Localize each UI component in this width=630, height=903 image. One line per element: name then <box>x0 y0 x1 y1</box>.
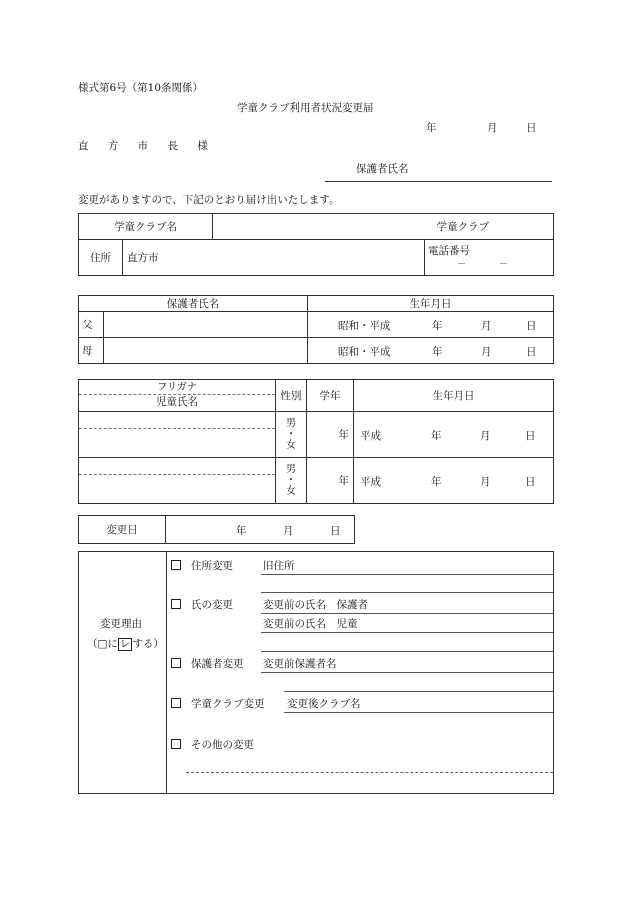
child-2-furigana-divider <box>79 474 275 475</box>
reason-instruction <box>87 636 164 651</box>
prev-guardian-line-2 <box>284 691 553 692</box>
reason-item-other[interactable] <box>171 737 254 752</box>
reason-label-cell <box>79 552 167 793</box>
change-date-month: 月 <box>283 525 294 537</box>
prev-name-guardian-label: 変更前の氏名 保護者 <box>263 599 368 611</box>
change-date-label: 変更日 <box>79 516 166 544</box>
child-1-era: 平成 <box>360 430 381 442</box>
guardian-row-mother <box>79 338 554 364</box>
checkbox-guardian[interactable] <box>171 658 181 668</box>
mother-birth-field[interactable] <box>308 338 554 364</box>
checkbox-club[interactable] <box>171 698 181 708</box>
prev-name-child-line-2 <box>261 651 553 652</box>
child-2-gender[interactable] <box>276 458 307 504</box>
old-address-label: 旧住所 <box>263 560 295 572</box>
grade-header: 学年 <box>307 380 354 412</box>
child-1-gender[interactable] <box>276 412 307 458</box>
club-change-label: 学童クラブ変更 <box>191 698 265 710</box>
child-1-grade[interactable] <box>307 412 354 458</box>
guardian-header-birth: 生年月日 <box>308 296 554 312</box>
gender-female: 女 <box>286 486 296 497</box>
guardian-name-label: 保護者氏名 <box>356 163 409 175</box>
guardian-change-label: 保護者変更 <box>191 658 244 670</box>
child-name-header: 児童氏名 <box>79 394 275 410</box>
checkbox-surname[interactable] <box>171 599 181 609</box>
father-name-field[interactable] <box>104 312 308 338</box>
change-date-field[interactable] <box>166 516 355 544</box>
mother-year: 年 <box>432 346 443 358</box>
guardian-name-line <box>325 181 552 182</box>
gender-dot: ・ <box>286 429 296 440</box>
other-change-line[interactable] <box>186 772 553 773</box>
gender-dot: ・ <box>286 475 296 486</box>
child-row-2 <box>79 458 554 504</box>
guardian-row-father <box>79 312 554 338</box>
new-club-line <box>284 712 553 713</box>
mother-month: 月 <box>481 346 492 358</box>
guardian-header-name: 保護者氏名 <box>79 296 308 312</box>
child-2-grade-suffix: 年 <box>338 475 349 487</box>
club-name-label: 学童クラブ名 <box>79 214 213 240</box>
prev-name-child-line <box>261 632 553 633</box>
old-address-line-2 <box>261 592 553 593</box>
check-mark-box: レ <box>119 638 131 650</box>
addressee: 直 方 市 長 様 <box>78 140 216 152</box>
child-2-birth-field[interactable] <box>354 458 554 504</box>
phone-label: 電話番号 <box>428 245 470 257</box>
reason-item-surname[interactable] <box>171 597 233 612</box>
old-address-line <box>261 574 553 575</box>
checkbox-address[interactable] <box>171 560 181 570</box>
address-value: 直方市 <box>127 252 159 264</box>
gender-header: 性別 <box>276 380 307 412</box>
address-change-label: 住所変更 <box>191 560 233 572</box>
prev-name-child-label: 変更前の氏名 児童 <box>263 618 358 630</box>
mother-era: 昭和・平成 <box>338 346 391 358</box>
phone-separator-2: － <box>499 260 509 270</box>
child-1-day: 日 <box>525 430 536 442</box>
child-2-grade[interactable] <box>307 458 354 504</box>
father-month: 月 <box>481 320 492 332</box>
child-2-year: 年 <box>431 476 442 488</box>
child-1-grade-suffix: 年 <box>338 429 349 441</box>
father-era: 昭和・平成 <box>338 320 391 332</box>
instruction-after: する） <box>132 638 164 650</box>
form-number: 様式第6号（第10条関係） <box>78 82 204 94</box>
reason-box <box>78 551 554 794</box>
change-date-year: 年 <box>236 525 247 537</box>
child-header-name <box>79 380 276 412</box>
prev-guardian-line <box>261 672 553 673</box>
prev-guardian-label: 変更前保護者名 <box>263 658 337 670</box>
father-label: 父 <box>79 312 104 338</box>
children-table <box>78 379 554 504</box>
change-date-table <box>78 515 355 544</box>
reason-item-guardian[interactable] <box>171 656 244 671</box>
father-day: 日 <box>526 320 537 332</box>
child-1-month: 月 <box>480 430 491 442</box>
intro-text: 変更がありますので、下記のとおり届け出いたします。 <box>78 194 340 206</box>
child-1-birth-field[interactable] <box>354 412 554 458</box>
form-title: 学童クラブ利用者状況変更届 <box>237 102 374 114</box>
reason-item-club[interactable] <box>171 696 265 711</box>
checkbox-other[interactable] <box>171 739 181 749</box>
address-label: 住所 <box>79 240 123 276</box>
father-birth-field[interactable] <box>308 312 554 338</box>
mother-label: 母 <box>79 338 104 364</box>
club-info-table <box>78 213 554 276</box>
date-day: 日 <box>526 122 537 134</box>
date-year: 年 <box>426 122 437 134</box>
child-2-month: 月 <box>480 476 491 488</box>
new-club-label: 変更後クラブ名 <box>287 698 361 710</box>
phone-field[interactable] <box>425 240 554 276</box>
guardian-table <box>78 295 554 364</box>
gender-male: 男 <box>286 464 296 475</box>
child-1-furigana-divider <box>79 428 275 429</box>
other-change-label: その他の変更 <box>191 739 254 751</box>
instruction-before: （□に <box>87 638 118 650</box>
gender-male: 男 <box>286 418 296 429</box>
child-2-era: 平成 <box>360 476 381 488</box>
child-2-day: 日 <box>525 476 536 488</box>
furigana-header: フリガナ <box>157 382 197 393</box>
mother-name-field[interactable] <box>104 338 308 364</box>
club-suffix: 学童クラブ <box>436 221 489 233</box>
club-name-field[interactable] <box>213 214 554 240</box>
child-1-year: 年 <box>431 430 442 442</box>
mother-day: 日 <box>526 346 537 358</box>
change-date-day: 日 <box>330 525 341 537</box>
surname-change-label: 氏の変更 <box>191 599 233 611</box>
address-field[interactable] <box>123 240 425 276</box>
child-2-name-field[interactable] <box>79 458 276 504</box>
father-year: 年 <box>432 320 443 332</box>
child-row-1 <box>79 412 554 458</box>
reason-label: 変更理由 <box>100 618 142 630</box>
reason-item-address[interactable] <box>171 558 233 573</box>
phone-separator-1: － <box>457 260 467 270</box>
child-1-name-field[interactable] <box>79 412 276 458</box>
prev-name-guardian-line <box>261 613 553 614</box>
date-month: 月 <box>487 122 498 134</box>
child-birth-header: 生年月日 <box>354 380 554 412</box>
gender-female: 女 <box>286 440 296 451</box>
